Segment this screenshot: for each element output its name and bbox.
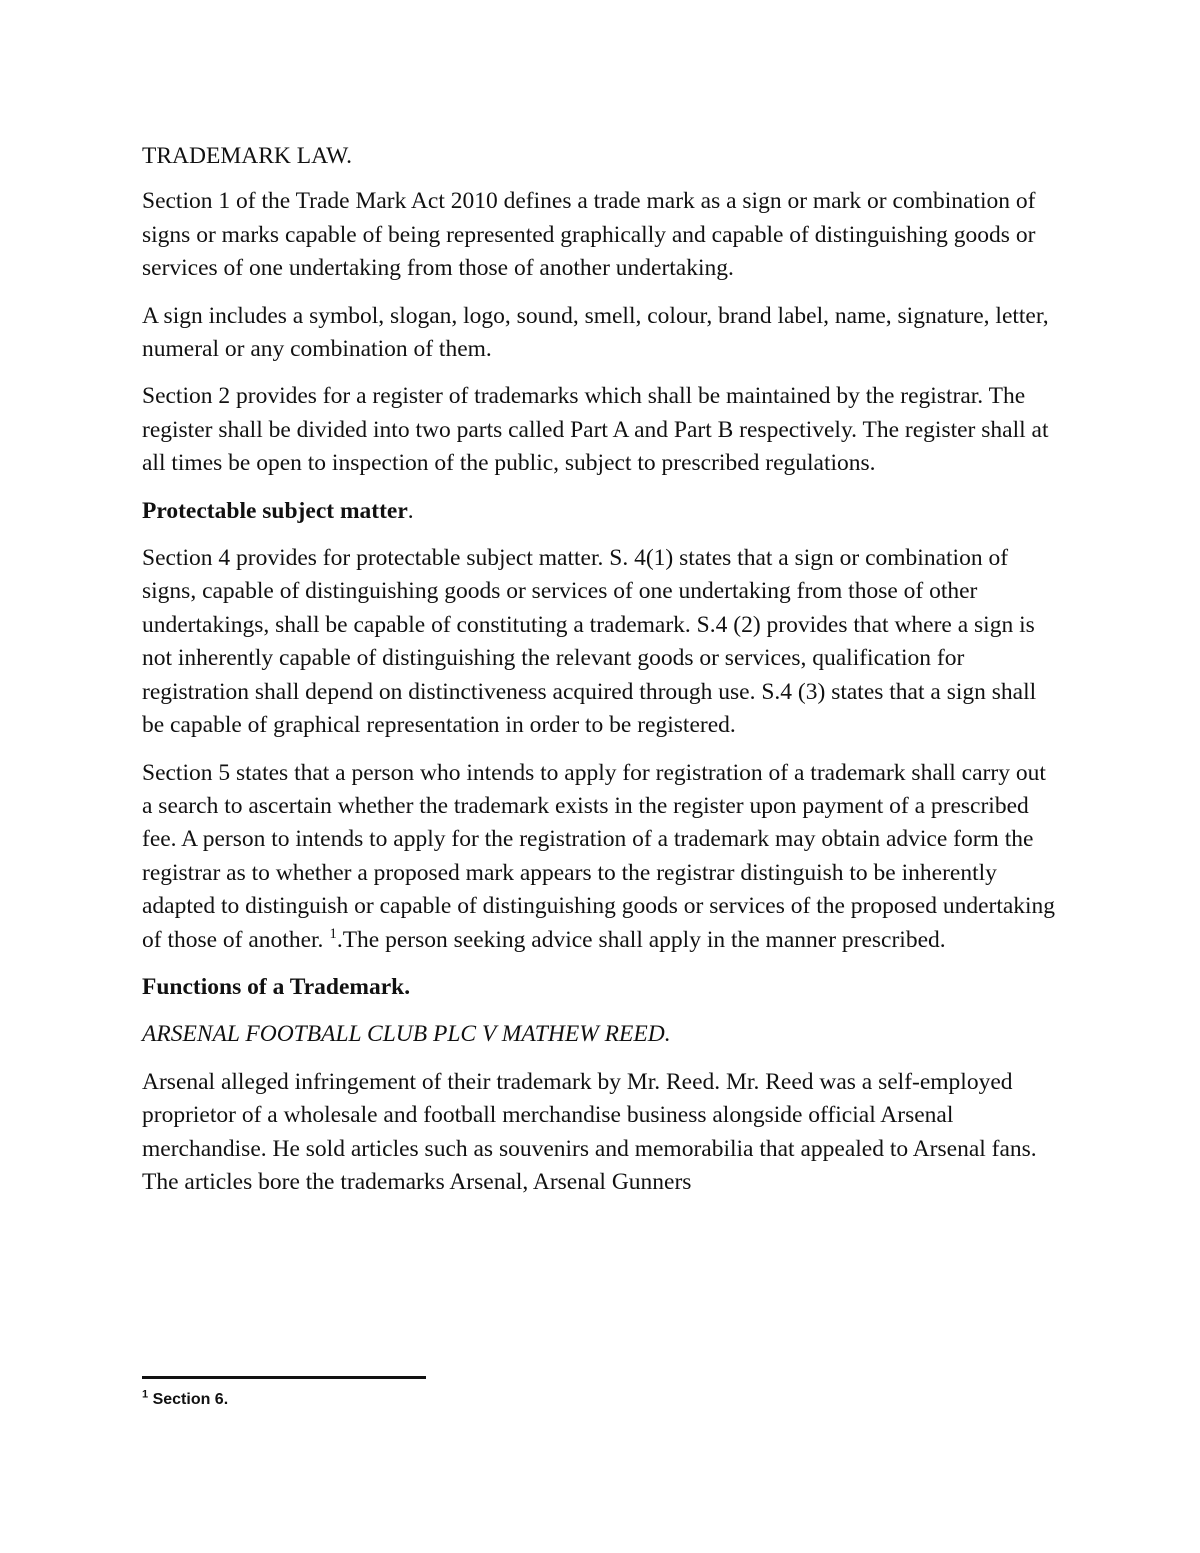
paragraph-section-5-tail: .The person seeking advice shall apply in the manner prescribed. xyxy=(336,926,946,953)
paragraph-section-5 xyxy=(142,757,1062,957)
footnote-text: Section 6. xyxy=(148,1391,229,1408)
case-title: ARSENAL FOOTBALL CLUB PLC V MATHEW REED. xyxy=(142,1021,671,1048)
paragraph-section-1: Section 1 of the Trade Mark Act 2010 defines a trade mark as a sign or mark or combination of signs or marks capable of being represented graphically and capable of distinguishing goods or services of one undertaking from those of another undertaking. xyxy=(142,188,1036,282)
footnote xyxy=(142,1388,228,1412)
document-title: TRADEMARK LAW. xyxy=(142,143,353,169)
document-body xyxy=(142,140,1062,1213)
heading-protectable-text: Protectable subject matter xyxy=(142,497,408,524)
heading-protectable-subject-matter xyxy=(142,495,1062,528)
footnote-separator xyxy=(142,1376,426,1379)
footnote-marker: 1 xyxy=(142,1388,149,1401)
paragraph-section-2: Section 2 provides for a register of trademarks which shall be maintained by the registrar. The register shall be divided into two parts called Part A and Part B respectively. The register shall at all times be open to inspection of the public, subject to prescribed regulations. xyxy=(142,383,1049,477)
heading-functions-of-trademark: Functions of a Trademark. xyxy=(142,973,411,1000)
paragraph-section-5-text: Section 5 states that a person who intends to apply for registration of a trademark shall carry out a search to ascertain whether the trademark exists in the register upon payment of a prescribed fee. A person to intends to apply for the registration of a trademark may obtain advice form the registrar as to whether a proposed mark appears to the registrar distinguish to be inherently adapted to distinguish or capable of distinguishing goods or services of the proposed undertaking of those of another. xyxy=(142,759,1056,953)
paragraph-arsenal-case: Arsenal alleged infringement of their trademark by Mr. Reed. Mr. Reed was a self-employed proprietor of a wholesale and football merchandise business alongside official Arsenal merchandise. He sold articles such as souvenirs and memorabilia that appealed to Arsenal fans. The articles bore the trademarks Arsenal, Arsenal Gunners xyxy=(142,1068,1037,1195)
heading-protectable-period: . xyxy=(407,497,414,524)
paragraph-sign-definition: A sign includes a symbol, slogan, logo, sound, smell, colour, brand label, name, signature, letter, numeral or any combination of them. xyxy=(142,302,1049,363)
paragraph-section-4: Section 4 provides for protectable subject matter. S. 4(1) states that a sign or combination of signs, capable of distinguishing goods or services of one undertaking from those of other undertakings, shall be capable of constituting a trademark. S.4 (2) provides that where a sign is not inherently capable of distinguishing the relevant goods or services, qualification for registration shall depend on distinctiveness acquired through use. S.4 (3) states that a sign shall be capable of graphical representation in order to be registered. xyxy=(142,545,1037,739)
footnote-reference[interactable]: 1 xyxy=(329,925,337,942)
